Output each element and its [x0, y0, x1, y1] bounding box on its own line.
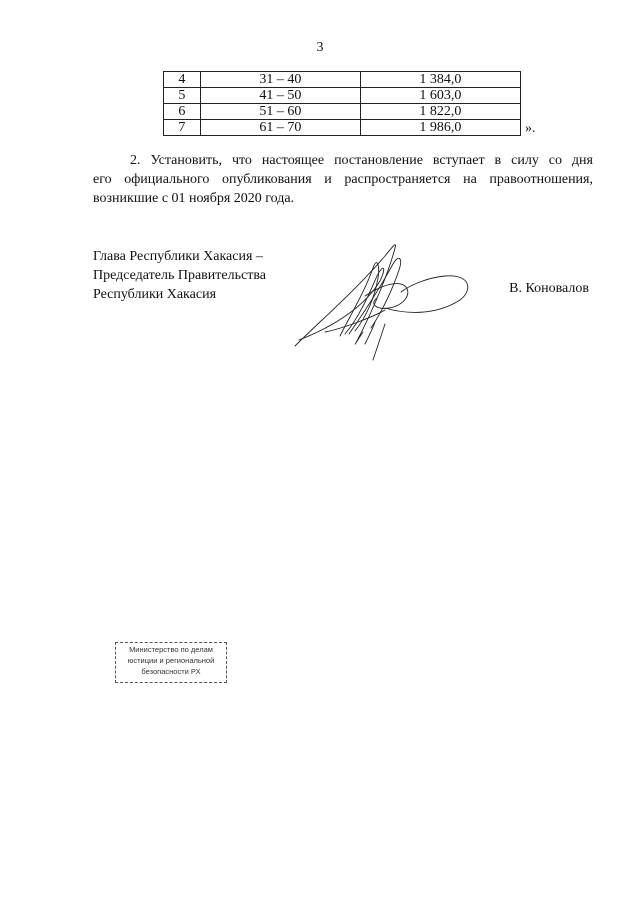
closing-quote: ». — [525, 121, 536, 136]
range-cell: 31 – 40 — [200, 72, 360, 88]
row-number-cell: 5 — [164, 88, 201, 104]
row-number-cell: 4 — [164, 72, 201, 88]
table-row — [164, 104, 521, 120]
resolution-paragraph — [93, 151, 593, 208]
table-row — [164, 72, 521, 88]
range-cell: 41 – 50 — [200, 88, 360, 104]
stamp-line: юстиции и региональной — [127, 656, 215, 665]
stamp-line: Министерство по делам — [129, 645, 213, 654]
registration-stamp — [115, 642, 227, 683]
table-row — [164, 120, 521, 136]
stamp-line: безопасности РХ — [141, 667, 201, 676]
tariff-table — [163, 71, 521, 136]
signatory-title-line: Председатель Правительства — [93, 268, 266, 283]
paragraph-line: 2. Установить, что настоящее постановление вступает в силу со дня — [130, 153, 593, 168]
paragraph-line: его официального опубликования и распространяется на правоотношения, — [93, 172, 593, 187]
value-cell: 1 384,0 — [360, 72, 520, 88]
range-cell: 51 – 60 — [200, 104, 360, 120]
paragraph-line: возникшие с 01 ноября 2020 года. — [93, 191, 295, 206]
handwritten-signature — [285, 236, 475, 366]
table-row — [164, 88, 521, 104]
signatory-title — [93, 247, 266, 304]
range-cell: 61 – 70 — [200, 120, 360, 136]
row-number-cell: 7 — [164, 120, 201, 136]
row-number-cell: 6 — [164, 104, 201, 120]
signer-name: В. Коновалов — [509, 281, 589, 296]
value-cell: 1 986,0 — [360, 120, 520, 136]
value-cell: 1 822,0 — [360, 104, 520, 120]
value-cell: 1 603,0 — [360, 88, 520, 104]
signatory-title-line: Глава Республики Хакасия – — [93, 249, 263, 264]
page-number: 3 — [316, 40, 324, 55]
signatory-title-line: Республики Хакасия — [93, 287, 217, 302]
